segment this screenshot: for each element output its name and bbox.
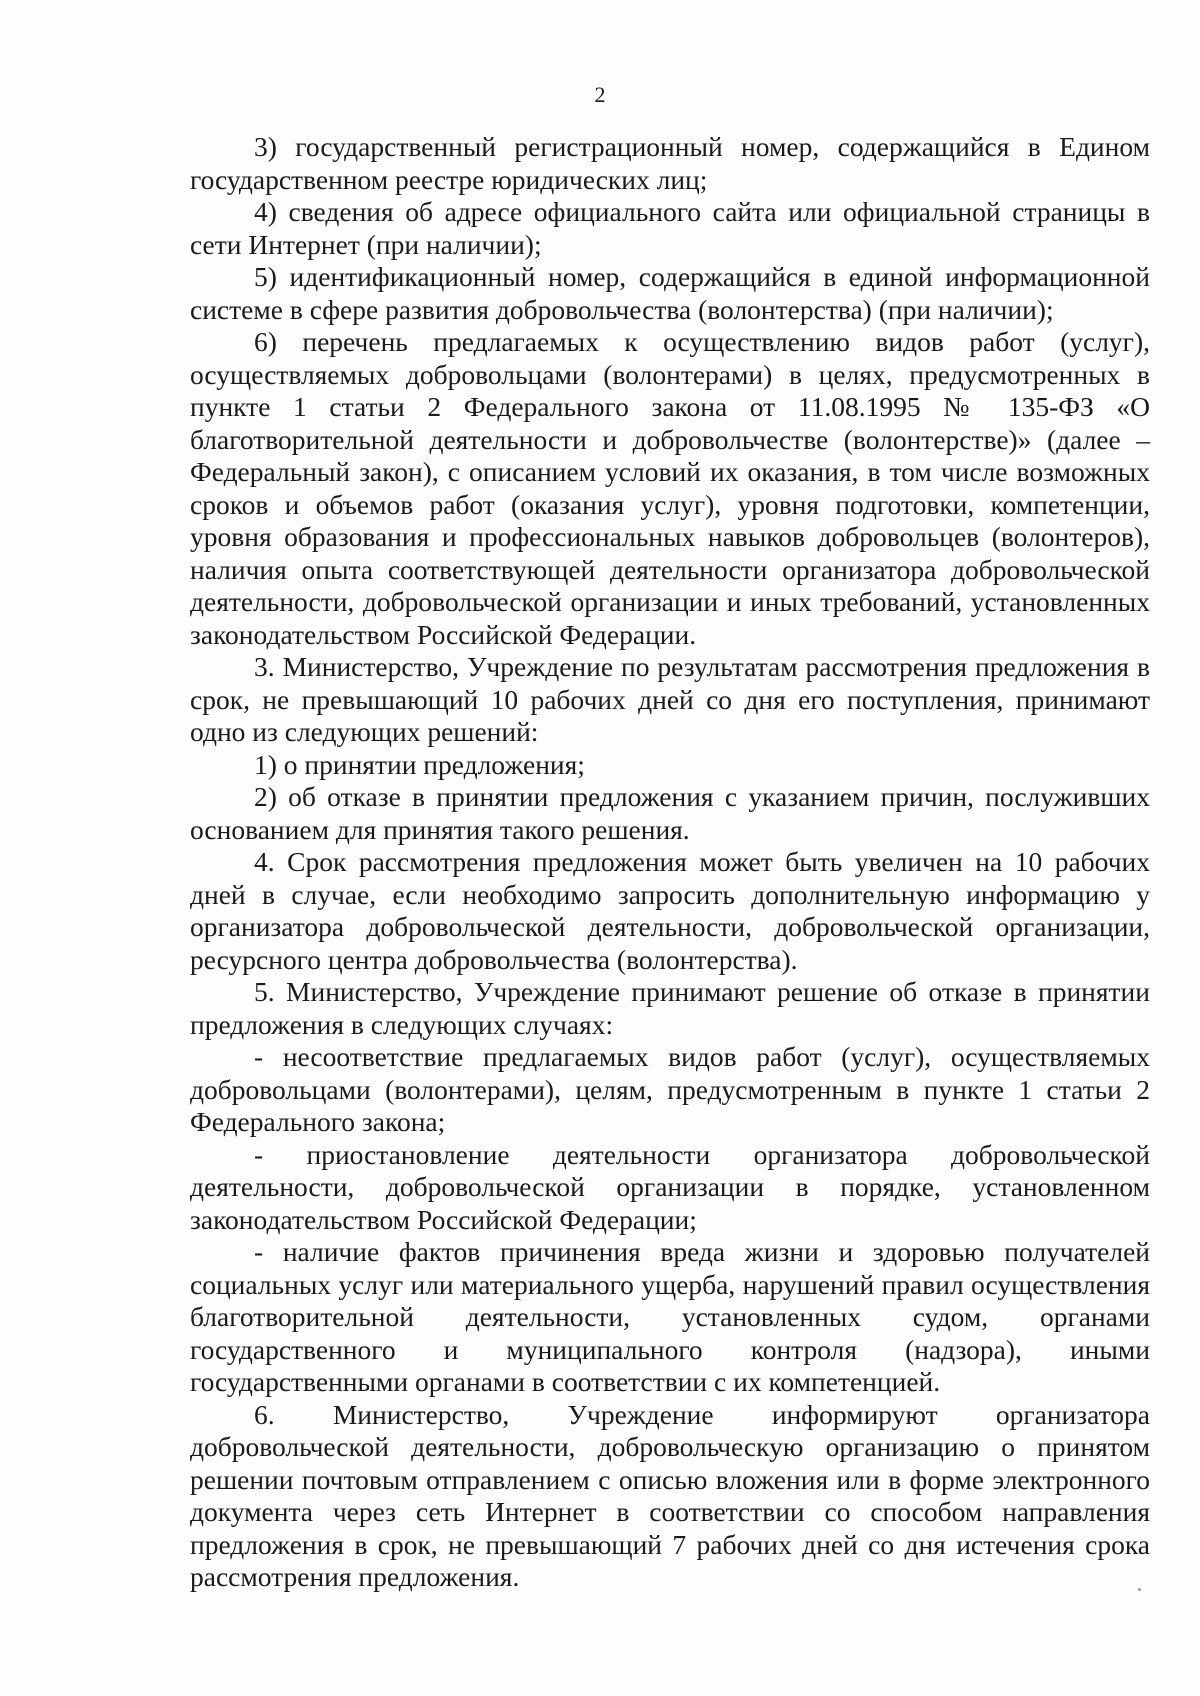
paragraph-refusal-1: - несоответствие предлагаемых видов работ (услуг), осуществляемых добровольцами (волонтерами), целям, предусмотренным в пункте 1 статьи 2 Федерального закона; <box>190 1041 1150 1137</box>
paragraph-item-3: 3) государственный регистрационный номер, содержащийся в Едином государственном реестре юридических лиц; <box>190 131 1150 195</box>
paragraph-refusal-2: - приостановление деятельности организатора добровольческой деятельности, добровольческой организации в порядке, установленном законодательством Российской Федерации; <box>190 1138 1150 1235</box>
paragraph-item-6: 6) перечень предлагаемых к осуществлению видов работ (услуг), осуществляемых добровольцами (волонтерами) в целях, предусмотренных в пункте 1 статьи 2 Федерального закона от 11.08.1995 № 135-ФЗ «О благотворительной деятельности и добровольчестве (волонтерстве)» (далее – Федеральный закон), с описанием условий их оказания, в том числе возможных сроков и объемов работ (оказания услуг), уровня подготовки, компетенции, уровня образования и профессиональных навыков добровольцев (волонтеров), наличия опыта соответствующей деятельности организатора добровольческой деятельности, добровольческой организации и иных требований, установленных законодательством Российской Федерации. <box>190 326 1150 650</box>
paragraph-clause-3: 3. Министерство, Учреждение по результатам рассмотрения предложения в срок, не превышающий 10 рабочих дней со дня его поступления, принимают одно из следующих решений: <box>190 651 1150 747</box>
page-number: 2 <box>594 82 606 107</box>
paragraph-clause-4: 4. Срок рассмотрения предложения может быть увеличен на 10 рабочих дней в случае, если необходимо запросить дополнительную информацию у организатора добровольческой деятельности, добровольческой организации, ресурсного центра добровольчества (волонтерства). <box>190 846 1150 975</box>
paragraph-decision-2: 2) об отказе в принятии предложения с указанием причин, послуживших основанием для принятия такого решения. <box>190 781 1150 845</box>
paragraph-item-4: 4) сведения об адресе официального сайта или официальной страницы в сети Интернет (при наличии); <box>190 196 1150 260</box>
paragraph-clause-6: 6. Министерство, Учреждение информируют организатора добровольческой деятельности, добровольческую организацию о принятом решении почтовым отправлением с описью вложения или в форме электронного документа через сеть Интернет в соответствии со способом направления предложения в срок, не превышающий 7 рабочих дней со дня истечения срока рассмотрения предложения. <box>190 1398 1150 1592</box>
paragraph-refusal-3: - наличие фактов причинения вреда жизни и здоровью получателей социальных услуг или материального ущерба, нарушений правил осуществления благотворительной деятельности, установленных судом, органами государственного и муниципального контроля (надзора), иными государственными органами в соответствии с их компетенцией. <box>190 1236 1150 1397</box>
paragraph-item-5: 5) идентификационный номер, содержащийся в единой информационной системе в сфере развития добровольчества (волонтерства) (при наличии); <box>190 261 1150 325</box>
scan-artifact-dot <box>1138 1588 1141 1591</box>
paragraph-decision-1: 1) о принятии предложения; <box>254 748 585 780</box>
document-body <box>190 131 1150 1594</box>
paragraph-clause-5: 5. Министерство, Учреждение принимают решение об отказе в принятии предложения в следующих случаях: <box>190 976 1150 1040</box>
